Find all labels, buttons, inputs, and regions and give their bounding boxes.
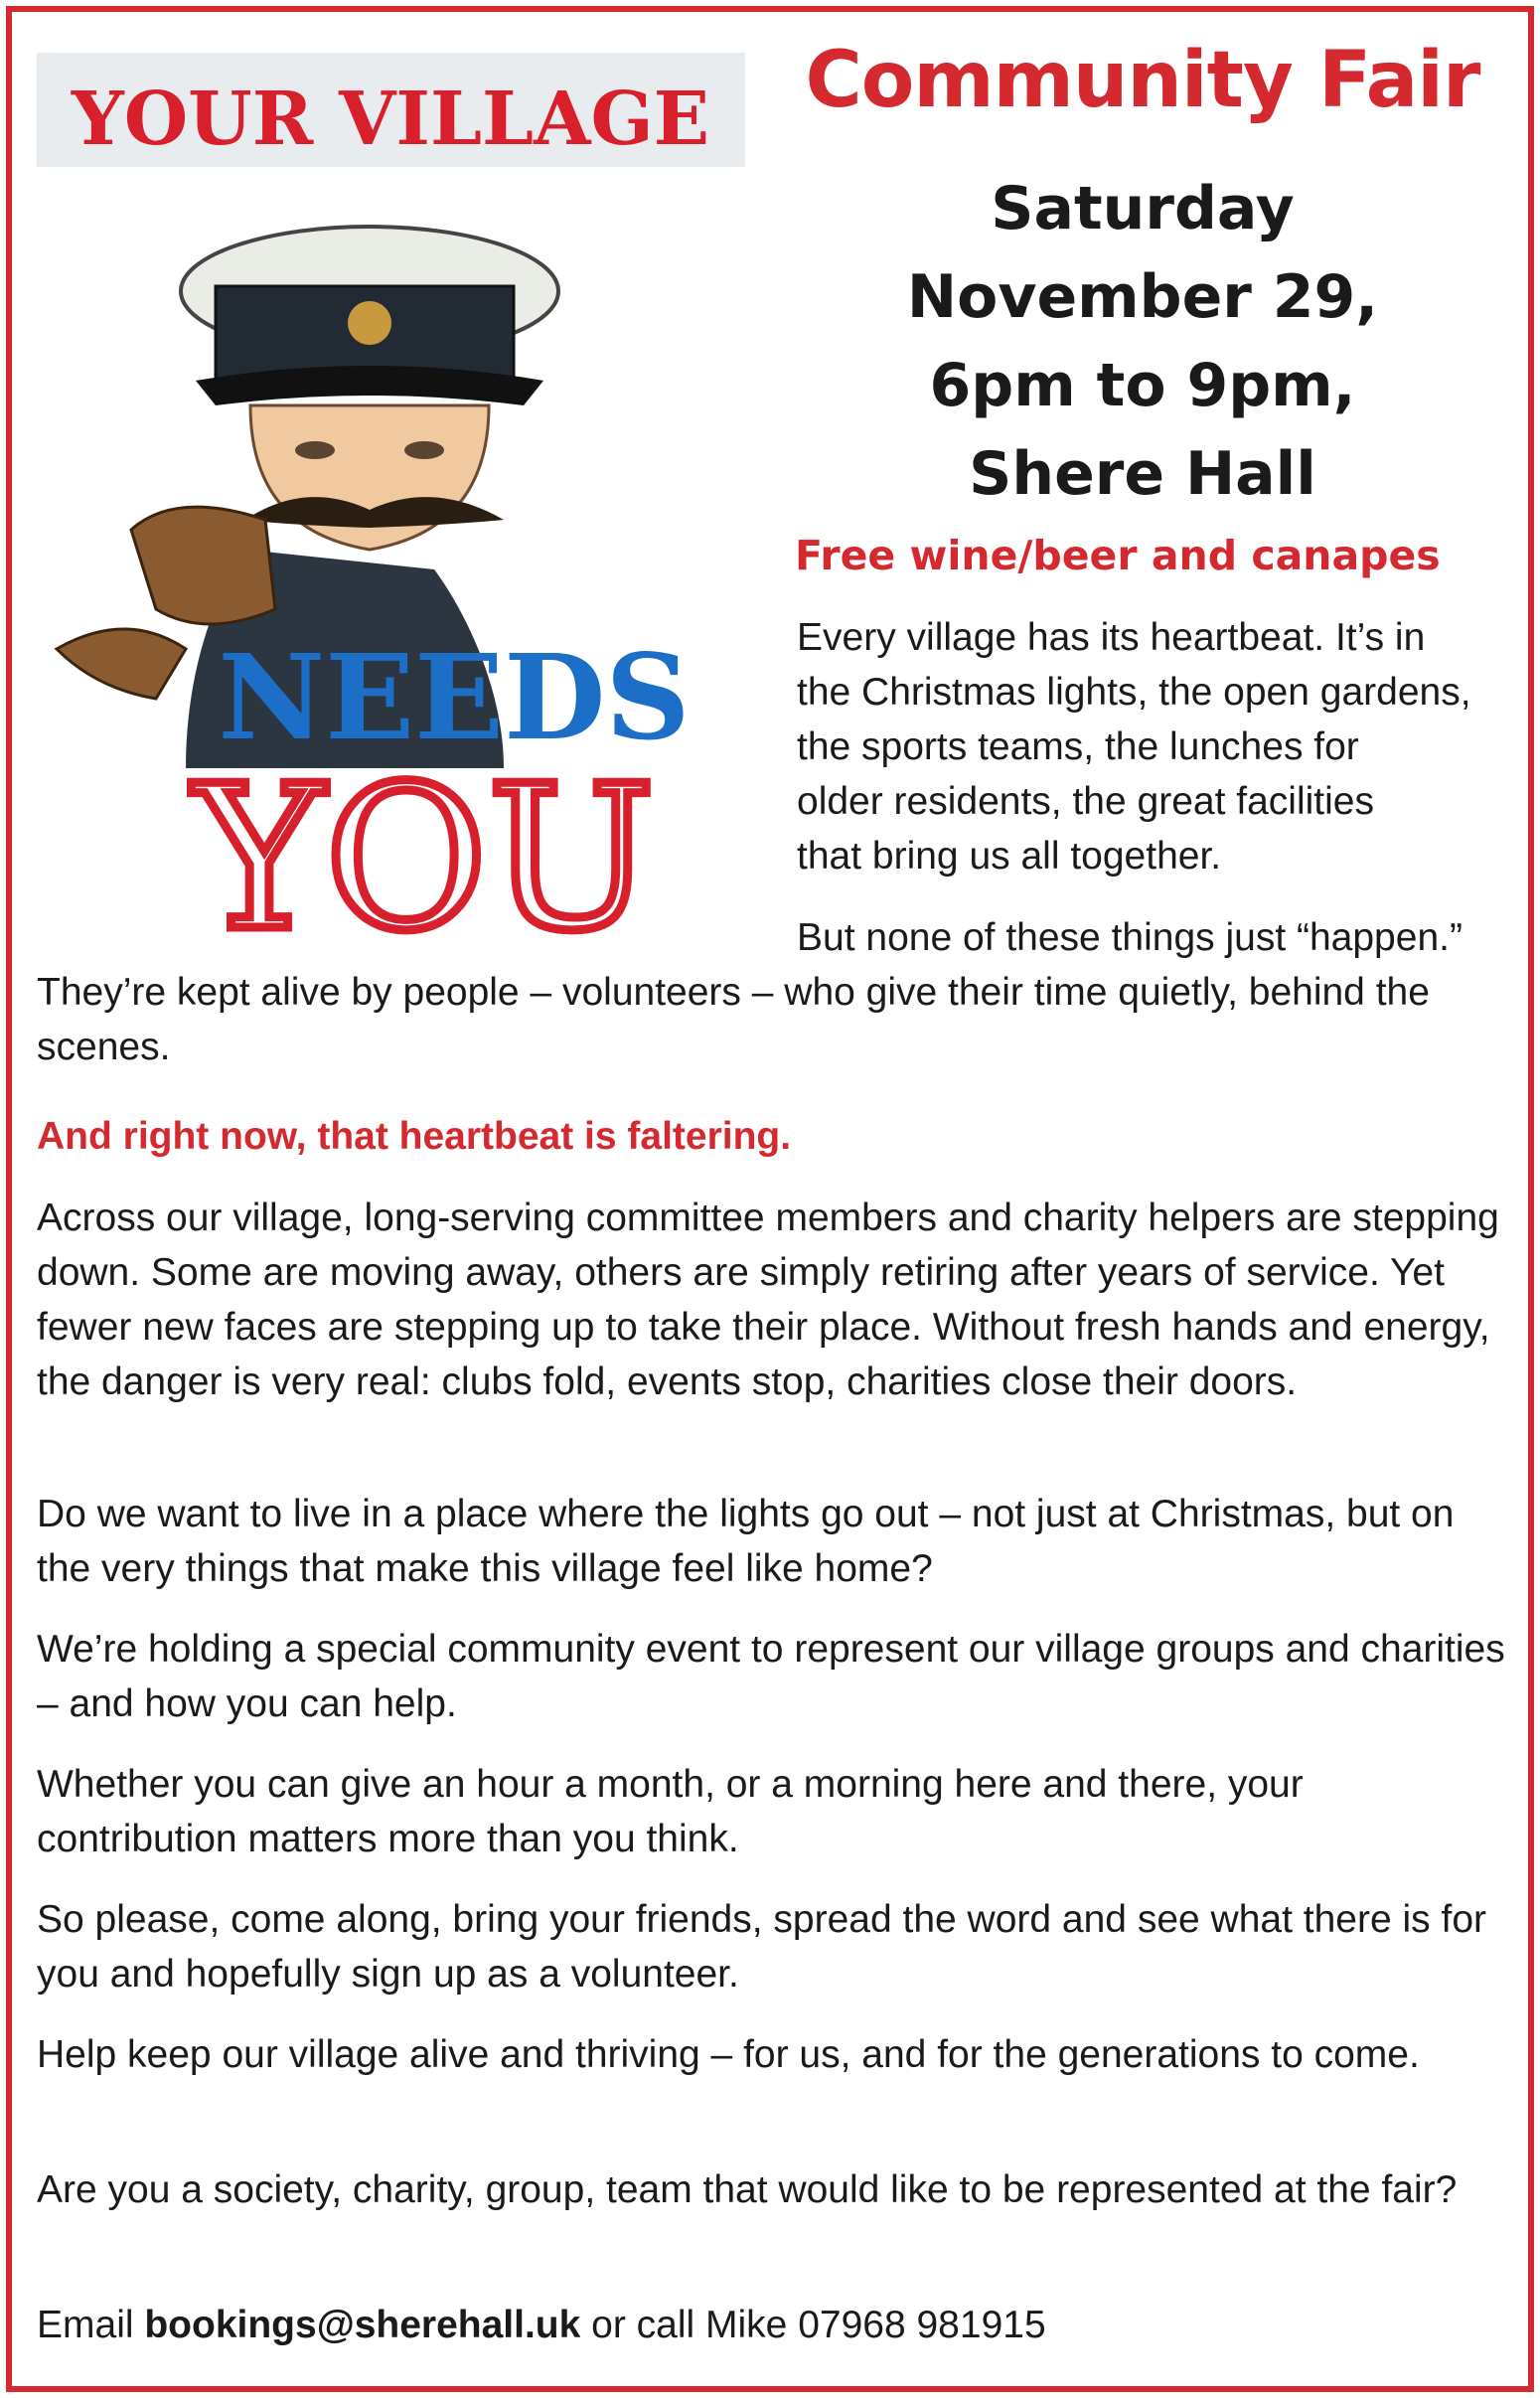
paragraph-represented: Are you a society, charity, group, team that would like to be represented at the fair? <box>37 2168 1458 2211</box>
happen-rest: They’re kept alive by people – volunteers – who give their time quietly, behind the scenes. <box>37 971 1430 1068</box>
event-venue: Shere Hall <box>969 439 1316 509</box>
poster-illustration <box>37 53 745 950</box>
event-details <box>825 165 1461 519</box>
free-offer: Free wine/beer and canapes <box>795 532 1441 579</box>
intro-line: Every village has its heartbeat. It’s in <box>797 616 1426 659</box>
happen-paragraph <box>37 910 1507 1074</box>
event-time: 6pm to 9pm, <box>929 351 1356 420</box>
poster-top-text: YOUR VILLAGE <box>71 77 710 162</box>
paragraph-contribution: Whether you can give an hour a month, or a morning here and there, your contribution matters more than you think. <box>37 1763 1304 1860</box>
intro-line: the sports teams, the lunches for <box>797 725 1359 768</box>
intro-paragraph <box>797 610 1522 883</box>
event-day: Saturday <box>991 174 1295 243</box>
paragraph-special-event: We’re holding a special community event to represent our village groups and charities – and how you can help. <box>37 1628 1505 1725</box>
event-date: November 29, <box>906 262 1379 332</box>
faltering-heading: And right now, that heartbeat is faltering. <box>37 1115 792 1158</box>
page-title: Community Fair <box>805 36 1480 125</box>
contact-line <box>37 2298 1507 2352</box>
paragraph-stepping-down: Across our village, long-serving committee members and charity helpers are stepping down. Some are moving away, others are simply retiring after years of service. Yet fewer new faces are stepping up to take their place. Without fresh hands and energy, the danger is very real: clubs fold, events stop, charities close their doors. <box>37 1197 1499 1403</box>
paragraph-lights-out: Do we want to live in a place where the lights go out – not just at Christmas, but on the very things that make this village feel like home? <box>37 1493 1455 1590</box>
intro-line: older residents, the great facilities <box>797 780 1374 823</box>
booking-email-link[interactable]: bookings@sherehall.uk <box>144 2304 581 2346</box>
your-village-needs-you-poster <box>37 53 745 950</box>
contact-suffix: or call Mike 07968 981915 <box>580 2304 1046 2346</box>
contact-prefix: Email <box>37 2304 145 2346</box>
poster-middle-text: NEEDS <box>218 628 691 766</box>
intro-line: that bring us all together. <box>797 835 1222 878</box>
paragraph-come-along: So please, come along, bring your friends, spread the word and see what there is for you and hopefully sign up as a volunteer. <box>37 1898 1486 1996</box>
paragraph-keep-alive: Help keep our village alive and thriving – for us, and for the generations to come. <box>37 2033 1420 2076</box>
intro-line: the Christmas lights, the open gardens, <box>797 671 1471 714</box>
poster-bottom-text: YOU <box>193 743 656 950</box>
happen-line: But none of these things just “happen.” <box>797 916 1463 959</box>
